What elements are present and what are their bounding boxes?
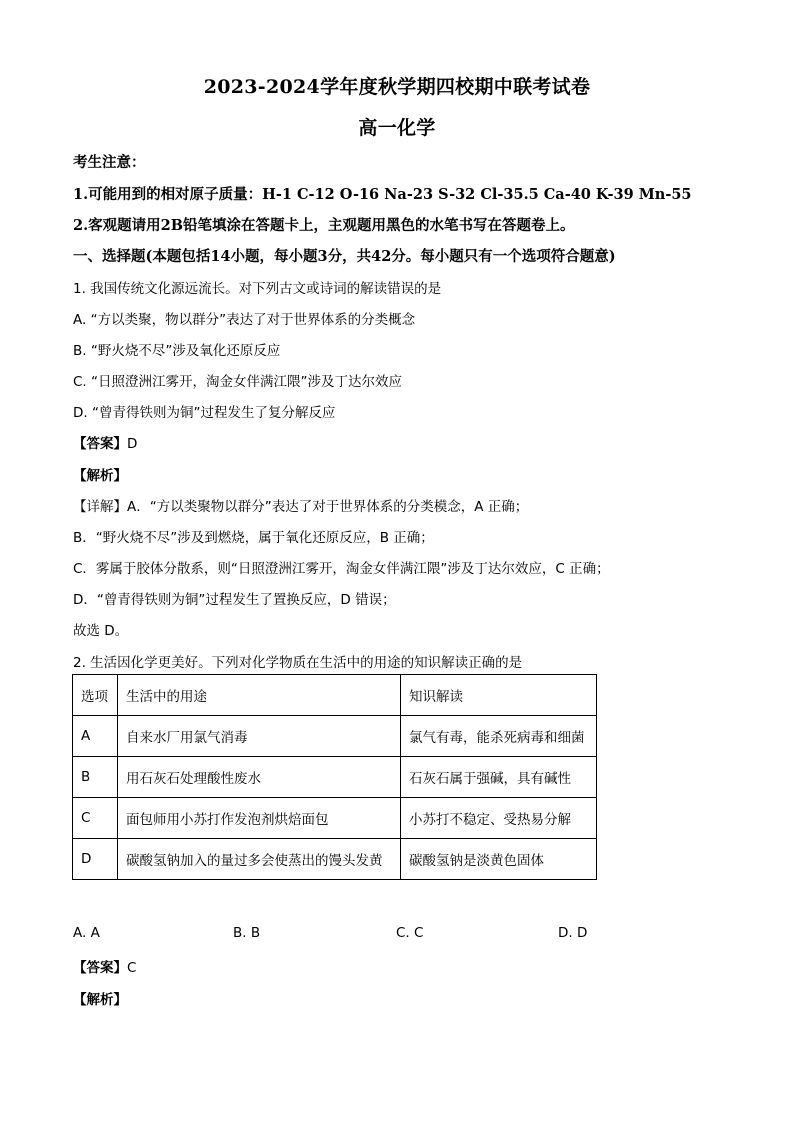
table-row	[73, 839, 597, 880]
table-cell: 面包师用小苏打作发泡剂烘焙面包	[118, 798, 401, 839]
table-cell: 小苏打不稳定、受热易分解	[401, 798, 597, 839]
question-1-option-d: D. “曾青得铁则为铜”过程发生了复分解反应	[73, 405, 336, 421]
exam-subject: 高一化学	[358, 117, 436, 139]
question-1-option-a: A. “方以类聚，物以群分”表达了对于世界体系的分类概念	[73, 312, 416, 328]
exam-title: 2023-2024学年度秋学期四校期中联考试卷	[203, 76, 591, 98]
question-2-stem: 2. 生活因化学更美好。下列对化学物质在生活中的用途的知识解读正确的是	[73, 655, 523, 671]
table-cell: 自来水厂用氯气消毒	[118, 716, 401, 757]
question-1-option-c: C. “日照澄洲江雾开，淘金女伴满江隈”涉及丁达尔效应	[73, 374, 402, 390]
question-1-option-b: B. “野火烧不尽”涉及氧化还原反应	[73, 343, 281, 359]
table-row	[73, 798, 597, 839]
table-header-interpretation: 知识解读	[401, 675, 597, 716]
table-cell: C	[73, 798, 118, 839]
answer-label: 【答案】	[73, 960, 127, 976]
table-cell: 用石灰石处理酸性废水	[118, 757, 401, 798]
question-2-option-d: D. D	[558, 925, 588, 941]
answer-label: 【答案】	[73, 436, 127, 452]
question-2-option-a: A. A	[73, 925, 100, 941]
question-1-conclusion: 故选 D。	[73, 623, 129, 639]
question-2-answer	[73, 956, 136, 976]
table-cell: 石灰石属于强碱，具有碱性	[401, 757, 597, 798]
question-2-option-c: C. C	[396, 925, 424, 941]
table-cell: 碳酸氢钠加入的量过多会使蒸出的馒头发黄	[118, 839, 401, 880]
notes-heading: 考生注意：	[73, 154, 146, 171]
table-header-option: 选项	[73, 675, 118, 716]
question-2-table	[72, 674, 597, 880]
section-heading: 一、选择题(本题包括14小题，每小题3分，共42分。每小题只有一个选项符合题意)	[73, 248, 616, 265]
question-1-detail-d: D．“曾青得铁则为铜”过程发生了置换反应，D 错误；	[73, 592, 396, 608]
question-1-detail-c: C．雾属于胶体分散系，则“日照澄洲江雾开，淘金女伴满江隈”涉及丁达尔效应，C 正确；	[73, 561, 610, 577]
answer-value: D	[127, 436, 138, 452]
table-cell: 碳酸氢钠是淡黄色固体	[401, 839, 597, 880]
table-cell: D	[73, 839, 118, 880]
answer-sheet-note: 2.客观题请用2B铅笔填涂在答题卡上，主观题用黑色的水笔书写在答题卷上。	[73, 217, 575, 234]
table-cell: B	[73, 757, 118, 798]
question-1-stem: 1. 我国传统文化源远流长。对下列古文或诗词的解读错误的是	[73, 281, 442, 297]
question-2-analysis-label: 【解析】	[73, 992, 127, 1008]
question-1-analysis-label: 【解析】	[73, 468, 127, 484]
table-header-row	[73, 675, 597, 716]
question-1-answer	[73, 432, 137, 452]
table-cell: A	[73, 716, 118, 757]
table-header-usage: 生活中的用途	[118, 675, 401, 716]
table-cell: 氯气有毒，能杀死病毒和细菌	[401, 716, 597, 757]
atomic-mass-note: 1.可能用到的相对原子质量：H-1 C-12 O-16 Na-23 S-32 Cl-35.5 Ca-40 K-39 Mn-55	[73, 186, 692, 203]
table-row	[73, 716, 597, 757]
question-1-detail-a: 【详解】A．“方以类聚物以群分”表达了对于世界体系的分类模念，A 正确；	[73, 499, 529, 515]
question-1-detail-b: B．“野火烧不尽”涉及到燃烧，属于氧化还原反应，B 正确；	[73, 530, 434, 546]
question-2-option-b: B. B	[233, 925, 261, 941]
answer-value: C	[127, 960, 137, 976]
table-row	[73, 757, 597, 798]
